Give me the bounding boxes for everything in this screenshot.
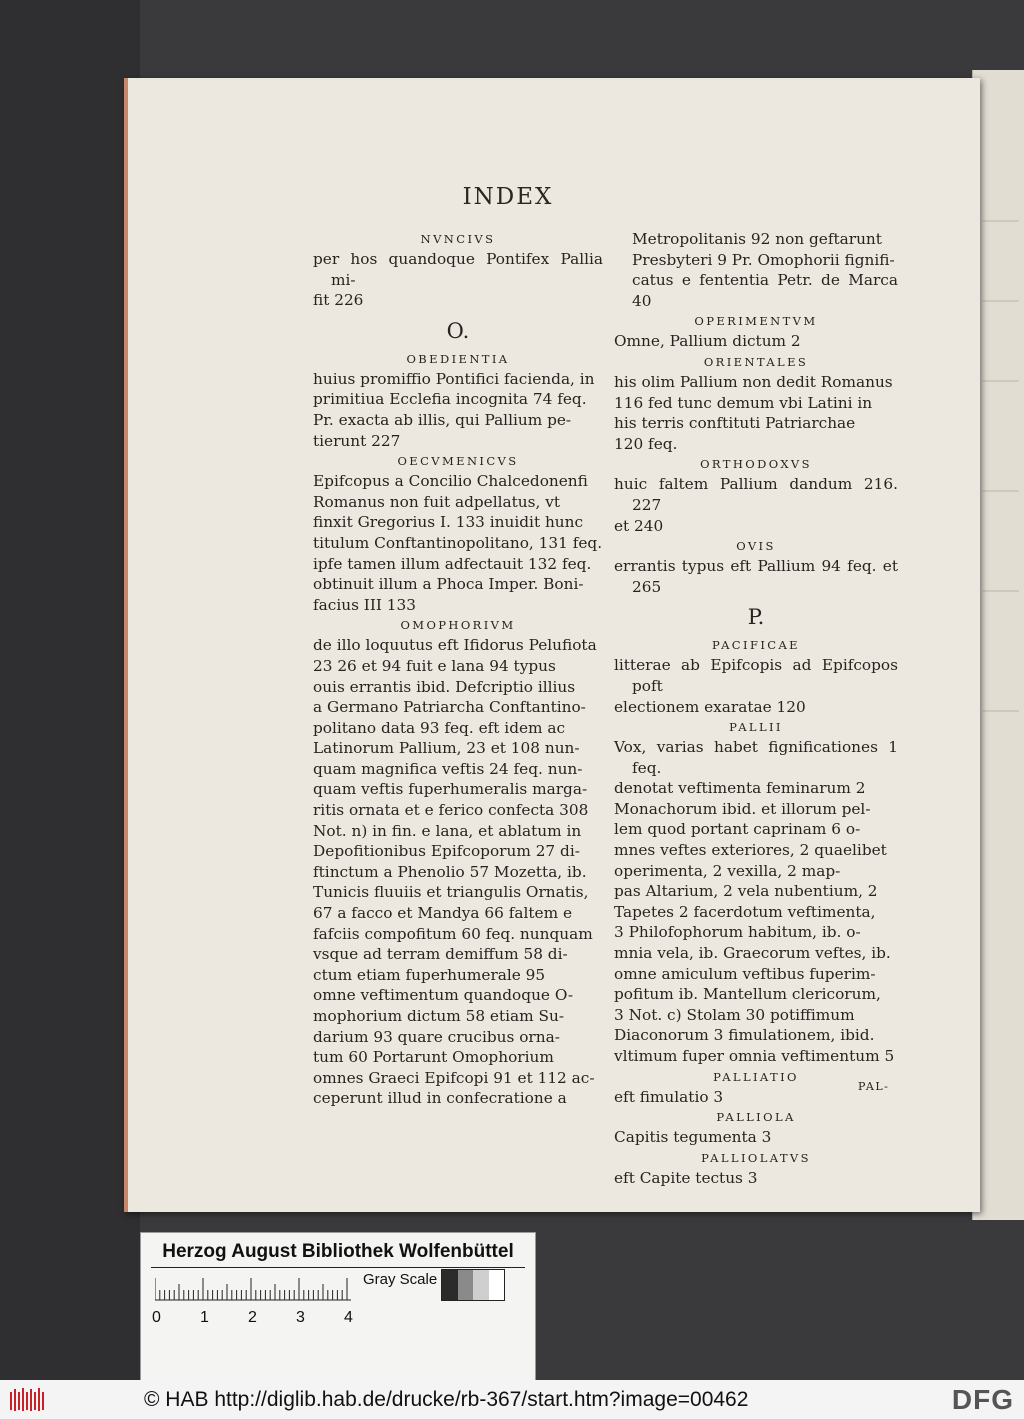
entry-line: ctum etiam fuperhumerale 95: [313, 965, 546, 984]
entry-line: primitiua Ecclefia incognita 74 feq.: [313, 390, 587, 409]
index-entry: [614, 1127, 898, 1148]
index-headword: OVIS: [736, 539, 776, 554]
entry-line: finxit Gregorius I. 133 inuidit hunc: [313, 513, 584, 532]
entry-line: quam veftis fuperhumeralis marga-: [313, 780, 588, 799]
index-headword: OMOPHORIVM: [400, 618, 516, 633]
index-headword: ORTHODOXVS: [700, 457, 812, 472]
color-reference-card: [140, 1232, 536, 1386]
entry-line: Romanus non fuit adpellatus, vt: [313, 492, 560, 511]
entry-line: denotat veftimenta feminarum 2: [614, 779, 866, 798]
gray-swatch: [473, 1270, 489, 1300]
entry-line: 3 Not. c) Stolam 30 potiffimum: [614, 1005, 855, 1024]
entry-line: ouis errantis ibid. Defcriptio illius: [313, 677, 576, 696]
index-entry: [614, 737, 898, 1067]
ruler-number: 1: [200, 1309, 209, 1326]
entry-line: Tunicis fluuiis et triangulis Ornatis,: [313, 883, 589, 902]
entry-line: tierunt 227: [313, 431, 401, 450]
entry-line: vsque ad terram demiffum 58 di-: [313, 945, 568, 964]
index-entry: [614, 1168, 898, 1189]
entry-line: de illo loquutus eft Ifidorus Pelufiota: [313, 636, 597, 655]
entry-line: his olim Pallium non dedit Romanus: [614, 372, 893, 391]
index-entry: [313, 471, 603, 615]
index-headword: NVNCIVS: [420, 232, 496, 246]
entry-line: catus e fententia Petr. de Marca 40: [632, 271, 898, 310]
gray-scale-swatches: [441, 1269, 505, 1301]
entry-line: Not. n) in fin. e lana, et ablatum in: [313, 821, 582, 840]
right-column: [614, 229, 898, 1188]
entry-line: titulum Conftantinopolitano, 131 feq.: [313, 533, 603, 552]
entry-line: Omne, Pallium dictum 2: [614, 332, 801, 351]
gray-swatch: [489, 1270, 505, 1300]
entry-line: et 240: [614, 516, 664, 535]
entry-line: lem quod portant caprinam 6 o-: [614, 820, 861, 839]
ruler-number: 2: [248, 1309, 257, 1326]
index-headword: PALLIATIO: [713, 1069, 799, 1084]
entry-line: mnes veftes exteriores, 2 quaelibet: [614, 841, 887, 860]
left-column: [313, 229, 603, 1109]
gray-swatch: [458, 1270, 474, 1300]
entry-line: 3 Philofophorum habitum, ib. o-: [614, 923, 861, 942]
gray-scale-label: Gray Scale: [363, 1271, 438, 1288]
entry-line: Latinorum Pallium, 23 et 108 nun-: [313, 739, 580, 758]
index-headword: PALLII: [729, 720, 783, 735]
index-entry: [614, 1087, 898, 1108]
index-entry: [313, 249, 603, 311]
entry-line: politano data 93 feq. eft idem ac: [313, 718, 566, 737]
entry-line: Diaconorum 3 fimulationem, ibid.: [614, 1026, 875, 1045]
entry-line: ritis ornata et e ferico confecta 308: [313, 801, 589, 820]
hab-library-logo-icon: [8, 1386, 46, 1414]
entry-line: Vox, varias habet fignificationes 1 feq.: [614, 738, 898, 777]
page-header: INDEX: [462, 184, 554, 210]
entry-line: huic faltem Pallium dandum 216. 227: [614, 475, 898, 514]
index-headword: PACIFICAE: [712, 638, 800, 653]
index-entry: [614, 372, 898, 454]
entry-line: Capitis tegumenta 3: [614, 1128, 772, 1147]
entry-line: Monachorum ibid. et illorum pel-: [614, 799, 871, 818]
entry-line: mnia vela, ib. Graecorum veftes, ib.: [614, 944, 891, 963]
ruler-number: 0: [152, 1309, 161, 1326]
entry-line: 120 feq.: [614, 434, 678, 453]
entry-line: per hos quandoque Pontifex Pallia mi-: [313, 250, 603, 289]
index-headword: PALLIOLATVS: [701, 1150, 811, 1165]
entry-line: facius III 133: [313, 595, 416, 614]
entry-line: mophorium dictum 58 etiam Su-: [313, 1007, 565, 1025]
section-letter: P.: [747, 605, 765, 630]
entry-line: pas Altarium, 2 vela nubentium, 2: [614, 882, 878, 901]
entry-line: ftinctum a Phenolio 57 Mozetta, ib.: [313, 862, 587, 881]
entry-line: errantis typus eft Pallium 94 feq. et 265: [614, 557, 898, 596]
index-entry: [614, 474, 898, 536]
entry-line: fafciis compofitum 60 feq. nunquam: [313, 924, 593, 943]
ruler-number: 3: [296, 1309, 305, 1326]
entry-line: quam magnifica veftis 24 feq. nun-: [313, 759, 583, 778]
entry-line: a Germano Patriarcha Conftantino-: [313, 698, 586, 717]
entry-line: omnes Graeci Epifcopi 91 et 112 ac-: [313, 1068, 595, 1087]
entry-line: 67 a facco et Mandya 66 faltem e: [313, 904, 573, 923]
entry-line: eft fimulatio 3: [614, 1087, 724, 1106]
entry-line: Pr. exacta ab illis, qui Pallium pe-: [313, 410, 572, 429]
entry-line: his terris conftituti Patriarchae: [614, 414, 856, 433]
catchword: PAL-: [858, 1080, 890, 1093]
entry-line: ceperunt illud in confecratione a: [313, 1089, 567, 1108]
index-headword: OECVMENICVS: [397, 454, 519, 469]
entry-line: Depofitionibus Epifcoporum 27 di-: [313, 842, 580, 861]
entry-line: fit 226: [313, 291, 364, 310]
index-headword: ORIENTALES: [703, 354, 809, 369]
entry-line: tum 60 Portarunt Omophorium: [313, 1048, 554, 1067]
index-entry: [614, 331, 898, 352]
index-entry: [614, 556, 898, 597]
index-headword: PALLIOLA: [716, 1110, 796, 1125]
ruler-numbers: [152, 1309, 375, 1329]
entry-line: 116 fed tunc demum vbi Latini in: [614, 393, 873, 412]
entry-line: vltimum fuper omnia veftimentum 5: [614, 1047, 895, 1065]
card-title: Herzog August Bibliothek Wolfenbüttel: [162, 1241, 514, 1262]
ruler-number: 4: [344, 1309, 353, 1326]
entry-line: Tapetes 2 facerdotum veftimenta,: [614, 902, 876, 921]
section-letter: O.: [446, 318, 470, 343]
entry-line: Epifcopus a Concilio Chalcedonenfi: [313, 472, 588, 491]
dfg-logo: DFG: [951, 1384, 1014, 1415]
ruler-scale: [155, 1273, 355, 1301]
entry-line: litterae ab Epifcopis ad Epifcopos poft: [614, 656, 898, 695]
index-entry-continued: [614, 229, 898, 311]
entry-line: ipfe tamen illum adfectauit 132 feq.: [313, 554, 592, 573]
entry-line: obtinuit illum a Phoca Imper. Boni-: [313, 575, 584, 594]
index-headword: OBEDIENTIA: [406, 351, 510, 366]
index-entry: [313, 635, 603, 1109]
index-entry: [313, 369, 603, 451]
entry-line: electionem exaratae 120: [614, 697, 806, 716]
entry-line: eft Capite tectus 3: [614, 1168, 758, 1187]
gray-swatch: [442, 1270, 458, 1300]
footer-bar: [0, 1380, 1024, 1419]
entry-line: omne amiculum veftibus fuperim-: [614, 964, 876, 983]
entry-line: operimenta, 2 vexilla, 2 map-: [614, 861, 841, 880]
entry-line: huius promiffio Pontifici facienda, in: [313, 369, 595, 388]
entry-line: 23 26 et 94 fuit e lana 94 typus: [313, 656, 556, 675]
index-headword: OPERIMENTVM: [694, 314, 818, 329]
index-entry: [614, 655, 898, 717]
copyright-url: © HAB http://diglib.hab.de/drucke/rb-367/start.htm?image=00462: [144, 1388, 749, 1411]
entry-line: Metropolitanis 92 non geftarunt: [632, 230, 882, 248]
entry-line: darium 93 quare crucibus orna-: [313, 1027, 560, 1046]
entry-line: pofitum ib. Mantellum clericorum,: [614, 985, 881, 1004]
entry-line: omne veftimentum quandoque O-: [313, 986, 574, 1005]
entry-line: Presbyteri 9 Pr. Omophorii fignifi-: [632, 250, 895, 269]
card-divider: [151, 1267, 525, 1268]
